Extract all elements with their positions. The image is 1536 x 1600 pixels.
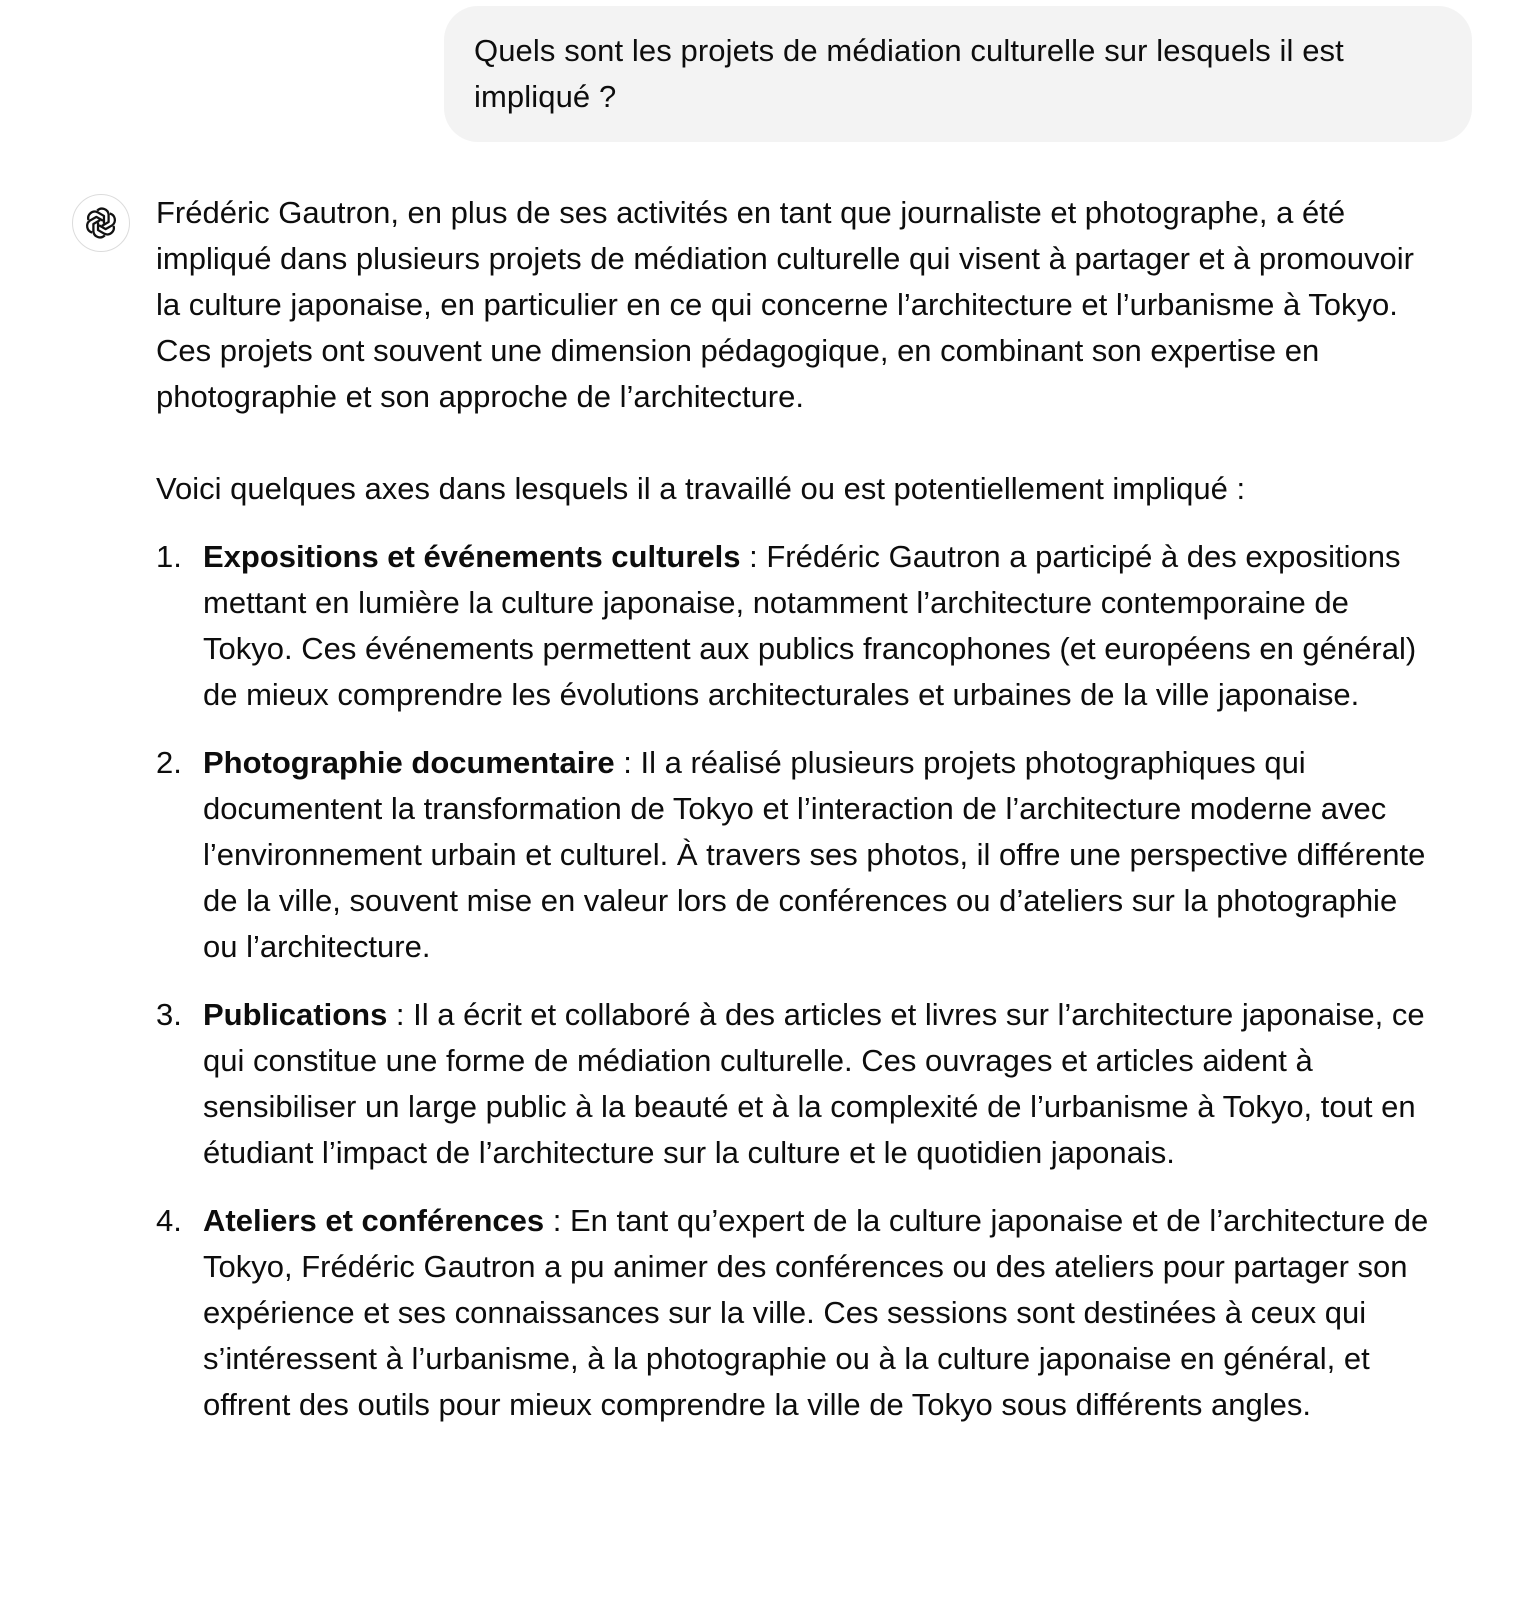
list-item-number: 4. — [156, 1203, 182, 1238]
list-item-text: : En tant qu’expert de la culture japonaise et de l’architecture de Tokyo, Frédéric Gautron a pu animer des conférences ou des ateliers pour partager son expérience et ses connaissances sur la ville. Ces sessions sont destinées à ceux qui s’intéressent à l’urbanisme, à la photographie ou à la culture japonaise en général, et offrent des outils pour mieux comprendre la ville de Tokyo sous différents angles. — [203, 1203, 1429, 1422]
list-item-number: 3. — [156, 997, 182, 1032]
list-item — [156, 534, 1436, 718]
list-item-number: 2. — [156, 745, 182, 780]
assistant-avatar — [72, 194, 130, 252]
list-item-title: Photographie documentaire — [203, 745, 615, 780]
list-item-text: : Il a réalisé plusieurs projets photographiques qui documentent la transformation de Tokyo et l’interaction de l’architecture moderne avec l’environnement urbain et culturel. À travers ses photos, il offre une perspective différente de la ville, souvent mise en valeur lors de conférences ou d’ateliers sur la photographie ou l’architecture. — [203, 745, 1426, 964]
list-item-title: Publications — [203, 997, 388, 1032]
list-item-title: Expositions et événements culturels — [203, 539, 741, 574]
list-item — [156, 992, 1436, 1176]
user-message-bubble — [444, 6, 1472, 142]
list-item-text: : Il a écrit et collaboré à des articles et livres sur l’architecture japonaise, ce qui constitue une forme de médiation culturelle. Ces ouvrages et articles aident à sensibiliser un large public à la beauté et à la complexité de l’urbanisme à Tokyo, tout en étudiant l’impact de l’architecture sur la culture et le quotidien japonais. — [203, 997, 1425, 1170]
assistant-message — [156, 190, 1436, 1450]
list-item-title: Ateliers et conférences — [203, 1203, 545, 1238]
user-message-text: Quels sont les projets de médiation culturelle sur lesquels il est impliqué ? — [474, 33, 1344, 114]
axes-list — [156, 534, 1436, 1428]
assistant-lead-paragraph: Voici quelques axes dans lesquels il a travaillé ou est potentiellement impliqué : — [156, 471, 1246, 506]
assistant-intro-paragraph: Frédéric Gautron, en plus de ses activités en tant que journaliste et photographe, a été impliqué dans plusieurs projets de médiation culturelle qui visent à partager et à promouvoir la culture japonaise, en particulier en ce qui concerne l’architecture et l’urbanisme à Tokyo. Ces projets ont souvent une dimension pédagogique, en combinant son expertise en photographie et son approche de l’architecture. — [156, 195, 1414, 414]
list-item — [156, 1198, 1436, 1428]
list-item — [156, 740, 1436, 970]
openai-logo-icon — [82, 204, 120, 242]
list-item-text: : Frédéric Gautron a participé à des expositions mettant en lumière la culture japonaise, notamment l’architecture contemporaine de Tokyo. Ces événements permettent aux publics francophones (et européens en général) de mieux comprendre les évolutions architecturales et urbaines de la ville japonaise. — [203, 539, 1417, 712]
list-item-number: 1. — [156, 539, 182, 574]
